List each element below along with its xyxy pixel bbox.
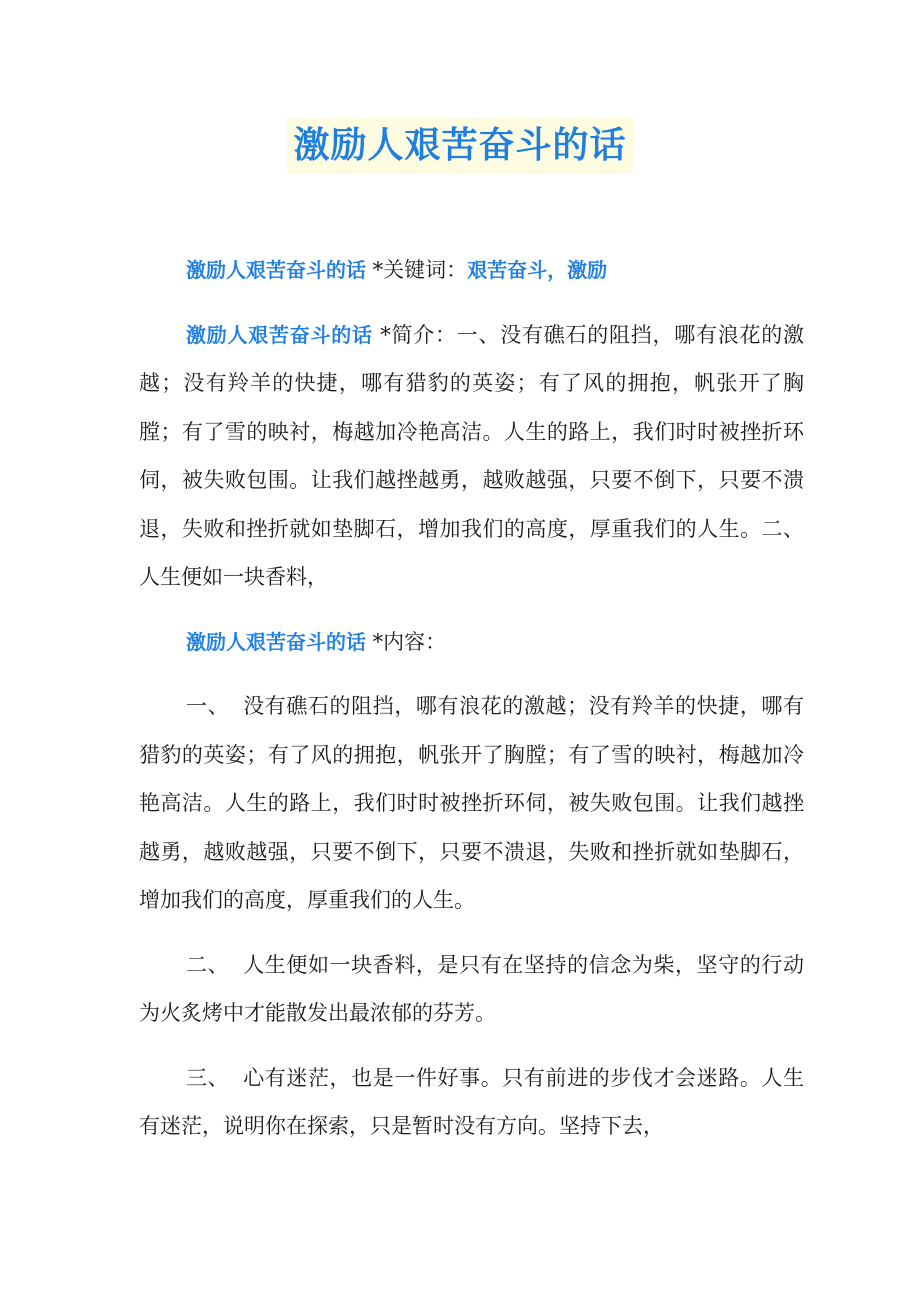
document-title: 激励人艰苦奋斗的话: [287, 118, 632, 174]
summary-label: 激励人艰苦奋斗的话: [186, 322, 373, 347]
content-label: 激励人艰苦奋斗的话: [186, 629, 366, 654]
summary-paragraph: [139, 311, 804, 602]
item-text: 人生便如一块香料，是只有在坚持的信念为柴，坚守的行动为火炙烤中才能散发出最浓郁的芬芳。: [139, 952, 804, 1025]
keywords-value: 艰苦奋斗，激励: [467, 258, 608, 282]
content-item-3: [139, 1054, 804, 1151]
title-container: [0, 118, 920, 174]
summary-text: 一、没有礁石的阻挡，哪有浪花的激越；没有羚羊的快捷，哪有猎豹的英姿；有了风的拥抱，帆张开了胸膛；有了雪的映衬，梅越加冷艳高洁。人生的路上，我们时时被挫折环伺，被失败包围。让我们越挫越勇，越败越强，只要不倒下，只要不溃退，失败和挫折就如垫脚石，增加我们的高度，厚重我们的人生。二、人生便如一块香料，: [139, 322, 804, 589]
summary-prefix: *简介：: [372, 322, 457, 347]
item-text: 没有礁石的阻挡，哪有浪花的激越；没有羚羊的快捷，哪有猎豹的英姿；有了风的拥抱，帆张开了胸膛；有了雪的映衬，梅越加冷艳高洁。人生的路上，我们时时被挫折环伺，被失败包围。让我们越挫越勇，越败越强，只要不倒下，只要不溃退，失败和挫折就如垫脚石，增加我们的高度，厚重我们的人生。: [139, 694, 804, 912]
item-text: 心有迷茫，也是一件好事。只有前进的步伐才会迷路。人生有迷茫，说明你在探索，只是暂时没有方向。坚持下去，: [139, 1065, 804, 1138]
item-number: 三、: [186, 1065, 230, 1090]
content-prefix: *内容：: [366, 629, 447, 654]
content-item-2: [139, 941, 804, 1038]
document-body: [139, 246, 804, 1167]
keywords-label: 激励人艰苦奋斗的话: [186, 258, 366, 282]
keywords-paragraph: [139, 246, 804, 295]
item-number: 一、: [186, 694, 230, 718]
keywords-prefix: *关键词：: [366, 258, 468, 282]
item-number: 二、: [186, 952, 230, 977]
content-item-1: [139, 682, 804, 925]
content-heading-paragraph: [139, 618, 804, 667]
